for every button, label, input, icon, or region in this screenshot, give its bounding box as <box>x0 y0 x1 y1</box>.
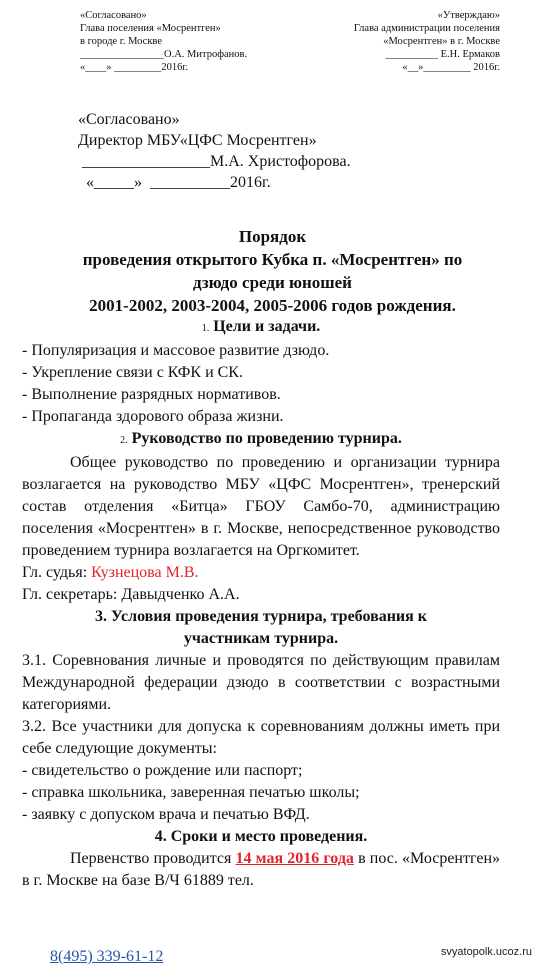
header-right-line: «Мосрентген» в г. Москве <box>383 36 500 47</box>
chief-judge <box>22 562 500 584</box>
document-title <box>20 225 525 317</box>
section-title: участникам турнира. <box>183 630 339 647</box>
approval-line: Директор МБУ«ЦФС Мосрентген» <box>78 132 317 149</box>
watermark: svyatopolk.ucoz.ru <box>440 946 532 958</box>
list-item: - Пропаганда здорового образа жизни. <box>22 408 284 425</box>
judge-name: Кузнецова М.В. <box>91 564 199 581</box>
header-right-line: «__»_________ 2016г. <box>402 62 500 73</box>
header-right-line: «Утверждаю» <box>437 10 500 21</box>
header-left-line: в городе г. Москве <box>80 36 162 47</box>
approval-line: «_____» __________2016г. <box>78 174 271 191</box>
title-line: 2001-2002, 2003-2004, 2005-2006 годов рождения. <box>89 296 456 315</box>
director-approval <box>78 109 478 193</box>
section-1-heading <box>22 316 500 340</box>
venue-paragraph <box>22 848 500 892</box>
header-left <box>80 9 300 74</box>
header-left-line: «Согласовано» <box>80 10 147 21</box>
header-right <box>280 9 500 74</box>
list-item: - свидетельство о рождение или паспорт; <box>22 762 303 779</box>
phone-number: 8(495) 339-61-12 <box>50 948 164 965</box>
section-title: Цели и задачи. <box>213 318 321 335</box>
list-item: - Популяризация и массовое развитие дзюдо. <box>22 342 330 359</box>
list-item: - справка школьника, заверенная печатью школы; <box>22 784 360 801</box>
header-left-line: Глава поселения «Мосрентген» <box>80 23 221 34</box>
judge-label: Гл. судья: <box>22 564 92 581</box>
section-4-heading: 4. Сроки и место проведения. <box>154 828 368 845</box>
list-item: - Выполнение разрядных нормативов. <box>22 386 281 403</box>
header-right-line: Глава администрации поселения <box>353 23 500 34</box>
approval-line: «Согласовано» <box>78 111 180 128</box>
section-number: 1. <box>201 323 210 334</box>
list-item: - заявку с допуском врача и печатью ВФД. <box>22 806 310 823</box>
section-number: 2. <box>120 435 128 446</box>
section-title: Руководство по проведению турнира. <box>131 430 402 447</box>
title-line: проведения открытого Кубка п. «Мосрентген» по <box>82 250 463 269</box>
approval-line: ________________М.А. Христофорова. <box>78 153 351 170</box>
chief-secretary: Гл. секретарь: Давыдченко А.А. <box>22 586 240 603</box>
header-left-line: ________________О.А. Митрофанов. <box>80 49 248 60</box>
title-line: дзюдо среди юношей <box>193 273 352 292</box>
title-line: Порядок <box>238 227 307 246</box>
list-item: - Укрепление связи с КФК и СК. <box>22 364 243 381</box>
document-body <box>22 316 500 892</box>
management-paragraph: Общее руководство по проведению и организации турнира возлагается на руководство МБУ «ЦФС Мосрентген», тренерский состав отделения «Битца» ГБОУ Самбо-70, администрацию поселения «Мосрентген» в г. Москве, непосредственное руководство проведением турнира возлагается на Оргкомитет. <box>22 454 500 559</box>
clause-3-2: 3.2. Все участники для допуска к соревнованиям должны иметь при себе следующие документы: <box>22 718 500 757</box>
clause-3-1: 3.1. Соревнования личные и проводятся по действующим правилам Международной федерации дзюдо в соответствии с возрастными категориями. <box>22 652 500 713</box>
venue-text: Первенство проводится <box>70 850 236 867</box>
section-3-heading <box>22 606 500 650</box>
event-date: 14 мая 2016 года <box>235 850 354 867</box>
section-2-heading <box>22 428 500 452</box>
section-title: 3. Условия проведения турнира, требования к <box>94 608 428 625</box>
header-left-line: «____» _________2016г. <box>80 62 189 73</box>
header-right-line: __________ Е.Н. Ермаков <box>385 49 500 60</box>
venue-text: в пос. «Мосрентген» в г. Москве на базе В/Ч 61889 тел. <box>22 850 501 889</box>
